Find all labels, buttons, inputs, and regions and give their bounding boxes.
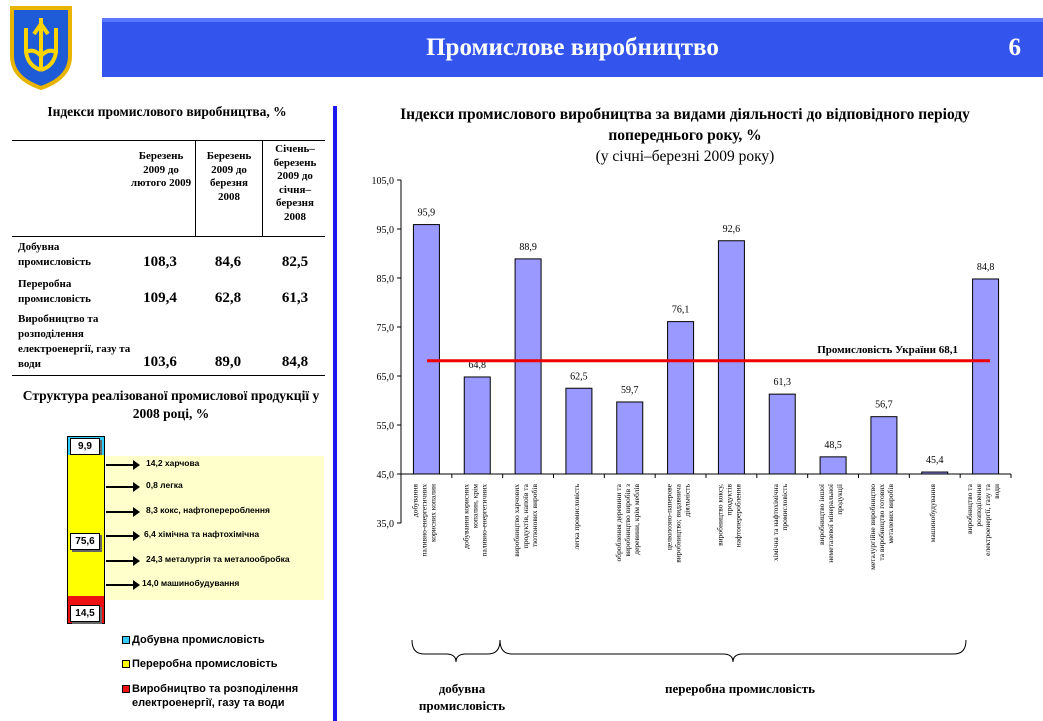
y-tick-label: 85,0 (376, 274, 394, 285)
bar (820, 457, 846, 474)
category-label: металургійне виробництвота виробництво готовихметалевих виробів (867, 484, 895, 570)
table-top-rule (12, 140, 325, 141)
y-tick-label: 45,0 (376, 470, 394, 481)
table-cell: 109,4 (143, 290, 177, 306)
legend-swatch (122, 685, 130, 693)
group-label-mining: добувна промисловість (418, 681, 506, 713)
legend-swatch (122, 660, 130, 668)
bar (668, 322, 694, 474)
category-label: добуванняпаливно-енергетичнихкорисних копалин (410, 484, 438, 557)
bar (464, 377, 490, 474)
bar (871, 417, 897, 474)
structure-segment (68, 596, 104, 623)
table-header-rule (12, 236, 325, 237)
category-label: виробництво харчовихпродуктів, напоїв татютюнових виробів (512, 484, 540, 557)
table-row-label: Виробництво та розподілення електроенергії, газу та води (18, 313, 131, 370)
bar-value-label: 62,5 (570, 371, 588, 383)
table-col-divider (262, 140, 263, 236)
category-label: виробництво коксу,продуктівнафтоперероблення (715, 484, 743, 548)
table-cell: 61,3 (281, 290, 309, 306)
legend-item-manufacturing: Переробна промисловість (132, 657, 278, 671)
bar-value-label: 59,7 (621, 384, 639, 396)
coat-of-arms-icon (8, 4, 74, 90)
table-cell: 103,6 (143, 354, 177, 370)
group-brace-mining (412, 640, 500, 662)
chart-title: Індекси промислового виробництва за видами діяльності до відповідного періоду попереднього року, % (у січні–березні 2009 року) (380, 104, 990, 167)
category-label: виробництво іншоїнеметалевої мінеральноїпродукції (817, 484, 845, 563)
category-label: целюлозно-паперовевиробництво; видавничадіяльність (664, 484, 692, 563)
table-cell: 84,8 (281, 354, 309, 370)
reference-line-label: Промисловість України 68,1 (817, 343, 958, 356)
y-tick-label: 35,0 (376, 519, 394, 530)
header-bar (102, 18, 1043, 77)
bar (617, 402, 643, 474)
structure-title: Структура реалізованої промислової продукції у 2008 році, % (22, 388, 320, 421)
bar-value-label: 48,5 (824, 439, 842, 451)
y-tick-label: 95,0 (376, 225, 394, 236)
bar-value-label: 92,6 (722, 223, 741, 235)
structure-segment (68, 437, 104, 455)
bar (413, 225, 439, 474)
table-cell: 82,5 (281, 254, 309, 270)
bar (718, 241, 744, 474)
y-tick-label: 65,0 (376, 372, 394, 383)
structure-segment (68, 455, 104, 596)
bar (973, 279, 999, 474)
bar-value-label: 95,9 (417, 207, 436, 219)
category-label: машинобудування (927, 484, 937, 543)
structure-stacked-bar (67, 436, 105, 624)
y-tick-label: 105,0 (371, 176, 394, 187)
table-cell: 89,0 (214, 354, 242, 370)
legend-item-mining: Добувна промисловість (132, 633, 265, 647)
legend-item-energy: Виробництво та розподілення електроенергії, газу та води (132, 682, 322, 710)
table-cell: 84,6 (214, 254, 242, 270)
y-tick-label: 55,0 (376, 421, 394, 432)
chart-subtitle: (у січні–березні 2009 року) (595, 148, 775, 165)
table-column-header: Березень 2009 до лютого 2009 (130, 150, 192, 189)
group-label-manufacturing: переробна промисловість (665, 681, 815, 696)
structure-segment-label: 14,5 (70, 605, 100, 622)
bar (515, 259, 541, 474)
bar-value-label: 88,9 (519, 241, 537, 253)
page-number: 6 (1008, 34, 1021, 61)
vertical-divider (333, 106, 337, 721)
bar (922, 472, 948, 474)
bar-value-label: 76,1 (671, 304, 690, 316)
category-label: виробництво тарозподіленняелектроенергії, газу таводи (965, 484, 1002, 556)
bar-value-label: 56,7 (875, 399, 893, 411)
group-brace-manufacturing (500, 640, 966, 662)
page-title: Промислове виробництво (426, 34, 719, 61)
table-cell: 108,3 (143, 254, 177, 270)
category-label: добування кориснихкопалин, крімпаливно-енергетичних (461, 484, 489, 557)
bar (566, 388, 592, 474)
table-bottom-rule (12, 375, 325, 376)
table-column-header: Березень 2009 до березня 2008 (206, 150, 252, 203)
table-title: Індекси промислового виробництва, % (47, 104, 287, 119)
table-column-header: Січень–березень 2009 до січня–березня 2008 (273, 143, 317, 223)
table-col-divider (195, 140, 196, 236)
bar (769, 394, 795, 474)
table-cell: 62,8 (214, 290, 242, 306)
bar-value-label: 64,8 (468, 359, 486, 371)
legend-swatch (122, 636, 130, 644)
table-row-label: Переробна промисловість (18, 278, 91, 305)
bar-value-label: 61,3 (773, 377, 791, 389)
bar-value-label: 45,4 (926, 455, 944, 467)
y-tick-label: 75,0 (376, 323, 394, 334)
category-label: легка промисловість (571, 484, 581, 550)
category-label: хімічна та нафтохімічнапромисловість (770, 484, 789, 561)
structure-segment-label: 75,6 (70, 533, 100, 550)
structure-segment-label: 9,9 (70, 438, 100, 455)
bar-value-label: 84,8 (976, 261, 995, 273)
category-label: оброблення деревини тавиробництво виробів здеревини, крім меблів (613, 484, 641, 562)
table-row-label: Добувна промисловість (18, 241, 91, 268)
